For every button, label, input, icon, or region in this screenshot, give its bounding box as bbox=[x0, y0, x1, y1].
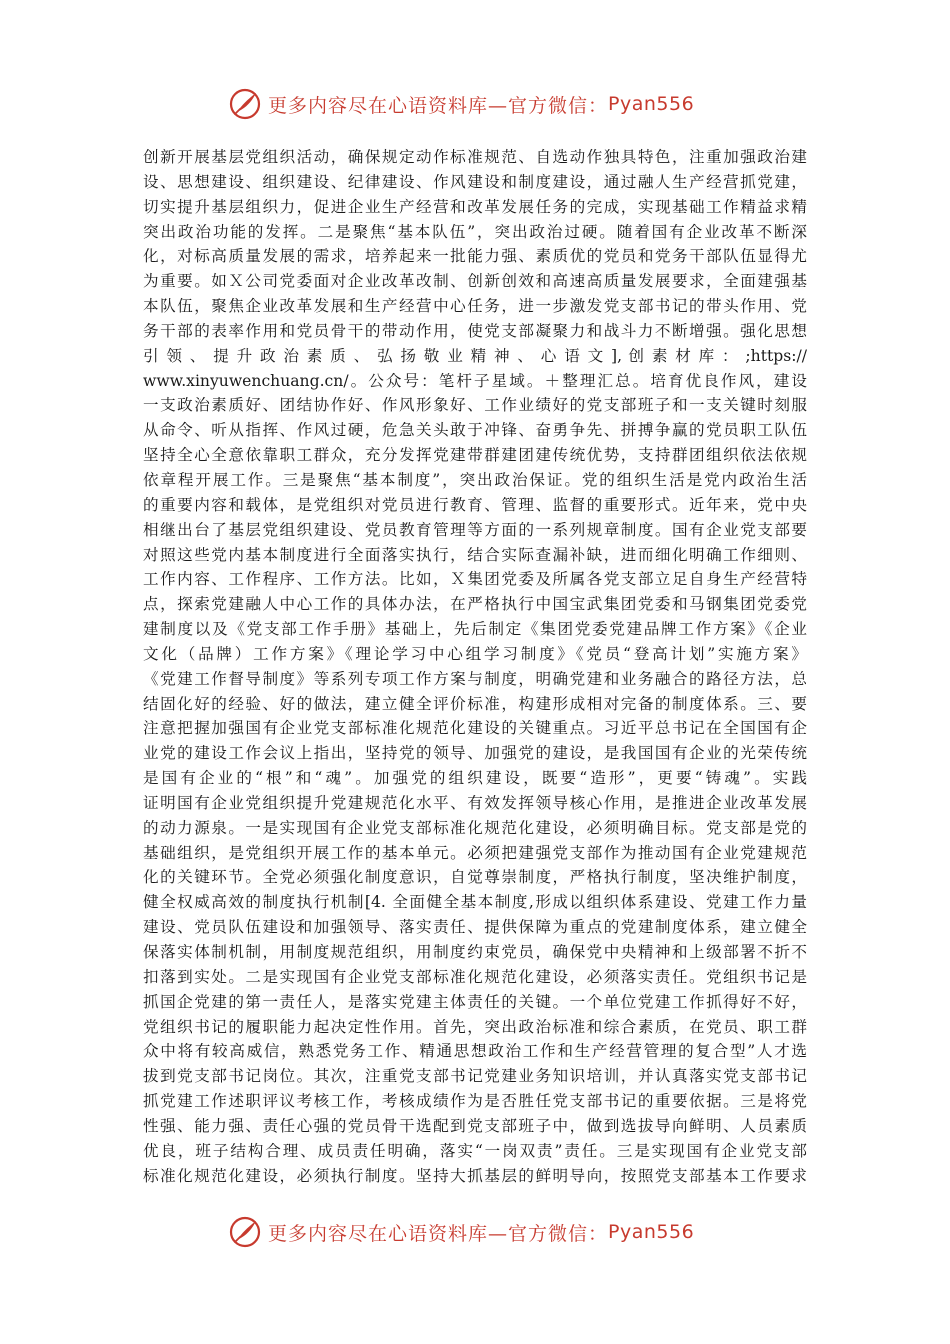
body-line: 注意把握加强国有企业党支部标准化规范化建设的关键重点。习近平总书记在全国国有企 bbox=[143, 719, 807, 738]
body-line: 结固化好的经验、好的做法，建立健全评价标准，构建形成相对完备的制度体系。三、要 bbox=[143, 694, 807, 713]
body-line: 创新开展基层党组织活动，确保规定动作标准规范、自选动作独具特色，注重加强政治建 bbox=[143, 148, 807, 166]
body-line: 一支政治素质好、团结协作好、作风形象好、工作业绩好的党支部班子和一支关键时刻服 bbox=[143, 396, 807, 415]
header-banner-text: 更多内容尽在心语资料库—官方微信： bbox=[268, 94, 609, 117]
body-line: 优良，班子结构合理、成员责任明确，落实“一岗双责”责任。三是实现国有企业党支部 bbox=[143, 1141, 807, 1160]
footer-wechat-id: Pyan556 bbox=[608, 1221, 695, 1243]
body-line: 抓国企党建的第一责任人，是落实党建主体责任的关键。一个单位党建工作抓得好不好， bbox=[143, 992, 807, 1011]
body-line: 化，对标高质量发展的需求，培养起来一批能力强、素质优的党员和党务干部队伍显得尤 bbox=[143, 247, 807, 266]
body-line: 《党建工作督导制度》等系列专项工作方案与制度，明确党建和业务融合的路径方法，总 bbox=[143, 669, 807, 688]
body-line: 保落实体制机制，用制度规范组织，用制度约束党员，确保党中央精神和上级部署不折不 bbox=[143, 943, 807, 961]
body-line: 性强、能力强、责任心强的党员骨干选配到党支部班子中，做到选拔导向鲜明、人员素质 bbox=[143, 1116, 807, 1135]
body-line: 标准化规范化建设，必须执行制度。坚持大抓基层的鲜明导向，按照党支部基本工作要求 bbox=[143, 1166, 807, 1185]
body-line: 业党的建设工作会议上指出，坚持党的领导、加强党的建设，是我国国有企业的光荣传统 bbox=[143, 744, 807, 763]
header-banner bbox=[0, 84, 950, 124]
body-line: 坚持全心全意依靠职工群众，充分发挥党建带群建团建传统优势，支持群团组织依法依规 bbox=[143, 446, 807, 465]
body-line: 抓党建工作述职评议考核工作，考核成绩作为是否胜任党支部书记的重要依据。三是将党 bbox=[143, 1092, 807, 1111]
body-line: 建制度以及《党支部工作手册》基础上，先后制定《集团党委党建品牌工作方案》《企业 bbox=[143, 620, 807, 639]
body-line: 扣落到实处。二是实现国有企业党支部标准化规范化建设，必须落实责任。党组织书记是 bbox=[143, 967, 807, 986]
body-line: 引 领 、 提 升 政 治 素 质 、 弘 扬 敬 业 精 神 、 心 语 文 ], 创 素 材 库 ： ;https:// bbox=[143, 346, 807, 365]
body-line: 从命令、听从指挥、作风过硬，危急关头敢于冲锋、奋勇争先、拼搏争赢的党员职工队伍 bbox=[143, 421, 807, 440]
body-line: 的重要内容和载体，是党组织对党员进行教育、管理、监督的重要形式。近年来，党中央 bbox=[143, 495, 807, 514]
body-line: 为重要。如Ｘ公司党委面对企业改革改制、创新创效和高速高质量发展要求，全面建强基 bbox=[143, 272, 807, 291]
body-line: 党组织书记的履职能力起决定性作用。首先，突出政治标准和综合素质，在党员、职工群 bbox=[143, 1017, 807, 1036]
body-line: 设、思想建设、组织建设、纪律建设、作风建设和制度建设，通过融人生产经营抓党建， bbox=[143, 172, 807, 191]
footer-banner bbox=[0, 1212, 950, 1252]
body-line: 务干部的表率作用和党员骨干的带动作用，使党支部凝聚力和战斗力不断增强。强化思想 bbox=[143, 321, 807, 340]
body-line: 基础组织，是党组织开展工作的基本单元。必须把建强党支部作为推动国有企业党建规范 bbox=[143, 843, 807, 862]
body-line: 文化（品牌）工作方案》《理论学习中心组学习制度》《党员“登高计划”实施方案》 bbox=[143, 644, 807, 663]
body-line: 化的关键环节。全党必须强化制度意识，自觉尊崇制度，严格执行制度，坚决维护制度， bbox=[143, 868, 807, 887]
body-line: 突出政治功能的发挥。二是聚焦“基本队伍”，突出政治过硬。随着国有企业改革不断深 bbox=[143, 222, 807, 241]
body-line: 建设、党员队伍建设和加强领导、落实责任、提供保障为重点的党建制度体系，建立健全 bbox=[143, 918, 807, 937]
body-line: www.xinyuwenchuang.cn/。公众号：笔杆子星域。＋整理汇总。培育优良作风，建设 bbox=[143, 371, 807, 390]
document-body bbox=[143, 145, 807, 1188]
footer-banner-text: 更多内容尽在心语资料库—官方微信： bbox=[268, 1222, 609, 1245]
body-line: 工作内容、工作程序、工作方法。比如，Ｘ集团党委及所属各党支部立足自身生产经营特 bbox=[143, 570, 807, 589]
body-line: 拔到党支部书记岗位。其次，注重党支部书记党建业务知识培训，并认真落实党支部书记 bbox=[143, 1067, 807, 1086]
body-line: 点，探索党建融人中心工作的具体办法，在严格执行中国宝武集团党委和马钢集团党委党 bbox=[143, 595, 807, 614]
feather-pen-circle-icon bbox=[228, 1215, 262, 1249]
feather-pen-circle-icon bbox=[228, 87, 262, 121]
header-wechat-id: Pyan556 bbox=[608, 93, 695, 115]
body-line: 对照这些党内基本制度进行全面落实执行，结合实际查漏补缺，进而细化明确工作细则、 bbox=[143, 545, 807, 564]
body-line: 本队伍，聚焦企业改革发展和生产经营中心任务，进一步激发党支部书记的带头作用、党 bbox=[143, 297, 807, 316]
body-line: 证明国有企业党组织提升党建规范化水平、有效发挥领导核心作用，是推进企业改革发展 bbox=[143, 793, 807, 812]
body-line: 切实提升基层组织力，促进企业生产经营和改革发展任务的完成，实现基础工作精益求精 bbox=[143, 197, 807, 216]
body-line: 健全权威高效的制度执行机制[4. 全面健全基本制度,形成以组织体系建设、党建工作力量 bbox=[143, 893, 807, 912]
body-line: 是国有企业的“根”和“魂”。加强党的组织建设，既要“造形”，更要“铸魂”。实践 bbox=[143, 769, 807, 788]
body-line: 相继出台了基层党组织建设、党员教育管理等方面的一系列规章制度。国有企业党支部要 bbox=[143, 520, 807, 539]
body-line: 的动力源泉。一是实现国有企业党支部标准化规范化建设，必须明确目标。党支部是党的 bbox=[143, 818, 807, 837]
body-line: 依章程开展工作。三是聚焦“基本制度”，突出政治保证。党的组织生活是党内政治生活 bbox=[143, 470, 807, 489]
body-line: 众中将有较高威信，熟悉党务工作、精通思想政治工作和生产经营管理的复合型”人才选 bbox=[143, 1042, 807, 1061]
